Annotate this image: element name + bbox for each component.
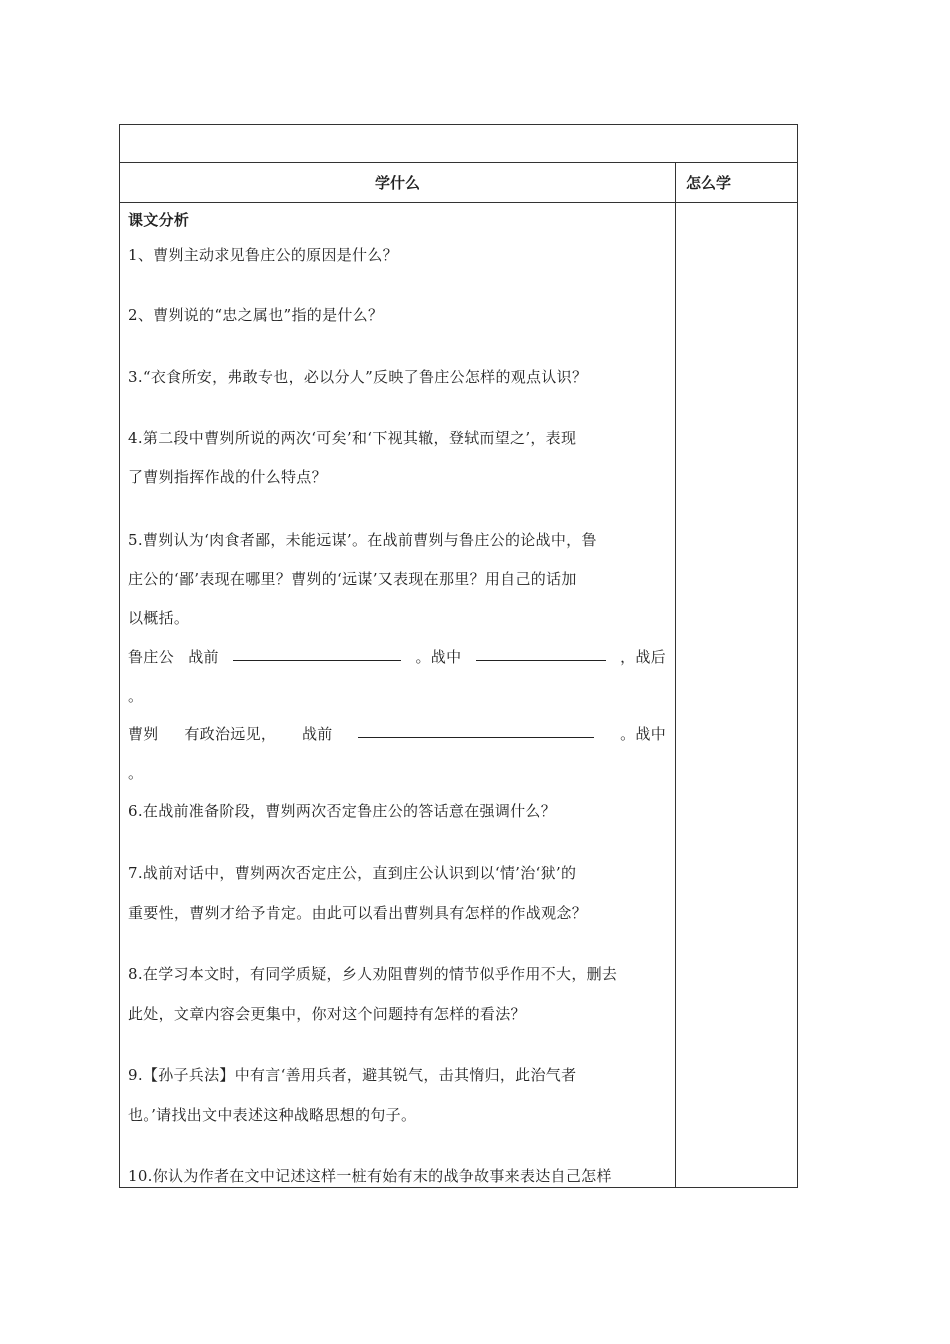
lu-mid-blank[interactable] xyxy=(476,646,606,661)
fill-line-lu-zhuanggong xyxy=(128,646,666,667)
question-4-line-1: 4.第二段中曹刿所说的两次‘可矣’和‘下视其辙，登轼而望之’，表现 xyxy=(128,429,577,447)
header-how-to-learn: 怎么学 xyxy=(686,174,732,192)
question-1: 1、曹刿主动求见鲁庄公的原因是什么？ xyxy=(128,246,398,264)
column-divider xyxy=(675,163,676,1188)
question-9-line-1: 9.【孙子兵法】中有言‘善用兵者，避其锐气，击其惰归，此治气者 xyxy=(128,1066,577,1084)
table-top-empty-row xyxy=(120,125,797,163)
worksheet-table xyxy=(119,124,798,1188)
question-7-line-2: 重要性，曹刿才给予肯定。由此可以看出曹刿具有怎样的作战观念？ xyxy=(128,904,588,922)
cao-name: 曹刿 xyxy=(128,725,159,743)
cao-end-mark: 。 xyxy=(128,764,144,782)
table-header-row xyxy=(120,163,797,203)
question-5-line-1: 5.曹刿认为‘肉食者鄙，未能远谋’。在战前曹刿与鲁庄公的论战中，鲁 xyxy=(128,531,597,549)
lu-name: 鲁庄公 xyxy=(128,648,174,666)
question-2: 2、曹刿说的“忠之属也”指的是什么？ xyxy=(128,306,384,324)
cao-before-label: 战前 xyxy=(301,725,333,743)
lu-before-label: 战前 xyxy=(188,648,219,666)
lu-mid-label: 。战中 xyxy=(415,648,462,666)
header-what-to-learn: 学什么 xyxy=(374,174,420,192)
question-9-line-2: 也。’请找出文中表述这种战略思想的句子。 xyxy=(128,1106,417,1124)
cao-before-blank[interactable] xyxy=(358,723,594,738)
question-5-line-3: 以概括。 xyxy=(128,609,190,627)
question-8-line-1: 8.在学习本文时，有同学质疑，乡人劝阻曹刿的情节似乎作用不大，删去 xyxy=(128,965,618,983)
question-5-line-2: 庄公的‘鄙’表现在哪里？曹刿的‘远谋’又表现在那里？用自己的话加 xyxy=(128,570,577,588)
question-8-line-2: 此处，文章内容会更集中，你对这个问题持有怎样的看法？ xyxy=(128,1005,526,1023)
lu-before-blank[interactable] xyxy=(233,646,401,661)
question-4-line-2: 了曹刿指挥作战的什么特点？ xyxy=(128,468,327,486)
question-7-line-1: 7.战前对话中，曹刿两次否定庄公，直到庄公认识到以‘情’治‘狱’的 xyxy=(128,864,577,882)
question-10: 10.你认为作者在文中记述这样一桩有始有末的战争故事来表达自己怎样 xyxy=(128,1167,612,1185)
fill-line-cao-gui xyxy=(128,723,666,744)
lu-end-mark: 。 xyxy=(128,687,144,705)
question-6: 6.在战前准备阶段，曹刿两次否定鲁庄公的答话意在强调什么？ xyxy=(128,802,557,820)
cao-mid-label: 。战中 xyxy=(620,725,666,743)
lu-after-label: ，战后 xyxy=(620,648,666,666)
question-3: 3.“衣食所安，弗敢专也，必以分人”反映了鲁庄公怎样的观点认识？ xyxy=(128,368,588,386)
section-title: 课文分析 xyxy=(128,211,190,229)
cao-trait: 有政治远见， xyxy=(184,725,277,743)
